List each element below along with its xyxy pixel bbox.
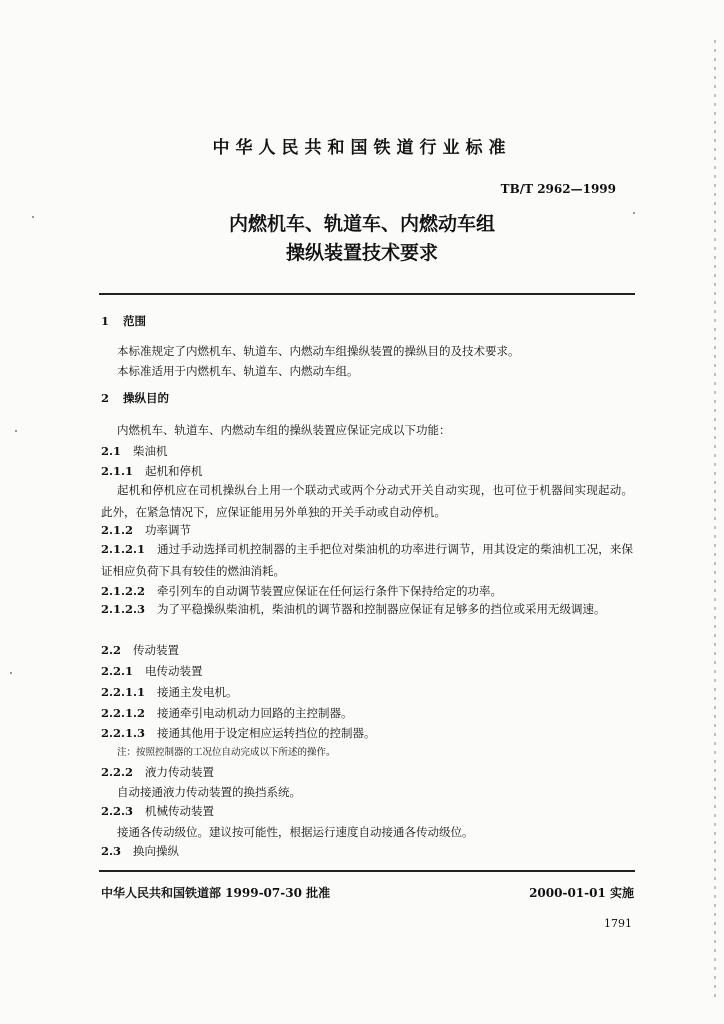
clause-2-2-1-2: 2.2.1.2 接通牵引电动机动力回路的主控制器。 [101, 706, 353, 720]
clause-2-1-1-text: 起机和停机应在司机操纵台上用一个联动式或两个分动式开关自动实现，也可位于机器间实现起动。此外，在紧急情况下，应保证能用另外单独的开关手动或自动停机。 [101, 483, 633, 519]
scan-speck [633, 212, 635, 214]
scan-edge-artifact [714, 40, 716, 1000]
clause-2-1-2-2: 2.1.2.2 牵引列车的自动调节装置应保证在任何运行条件下保持给定的功率。 [101, 584, 503, 598]
clause-2-2-1-heading: 2.2.1 电传动装置 [101, 664, 203, 678]
approval-line: 中华人民共和国铁道部 1999-07-30 批准 [101, 886, 331, 900]
header-divider [99, 293, 635, 295]
scan-speck [32, 216, 34, 218]
section-1-paragraph-2: 本标准适用于内燃机车、轨道车、内燃动车组。 [117, 364, 359, 378]
section-1-paragraph-1: 本标准规定了内燃机车、轨道车、内燃动车组操纵装置的操纵目的及技术要求。 [117, 344, 520, 358]
scan-speck [15, 430, 17, 432]
clause-2-1-2-3: 2.1.2.3 为了平稳操纵柴油机，柴油机的调节器和控制器应保证有足够多的挡位或采用无级调速。 [101, 602, 606, 616]
effective-date: 2000-01-01 实施 [529, 886, 634, 900]
document-title-line-2: 操纵装置技术要求 [285, 242, 438, 264]
clause-2-2-3-heading: 2.2.3 机械传动装置 [101, 804, 215, 818]
clause-2-2-1-3: 2.2.1.3 接通其他用于设定相应运转挡位的控制器。 [101, 726, 376, 740]
section-1-heading: 1 范围 [101, 314, 146, 328]
document-title-line-1: 内燃机车、轨道车、内燃动车组 [228, 213, 495, 235]
clause-2-1-2-heading: 2.1.2 功率调节 [101, 523, 192, 537]
clause-2-1-heading: 2.1 柴油机 [101, 444, 168, 458]
standard-category-header: 中华人民共和国铁道行业标准 [212, 138, 512, 158]
clause-2-2-3-text: 接通各传动级位。建议按可能性，根据运行速度自动接通各传动级位。 [117, 825, 474, 839]
clause-2-2-2-text: 自动接通液力传动装置的换挡系统。 [117, 785, 301, 799]
section-2-heading: 2 操纵目的 [101, 391, 169, 405]
clause-2-1-2-1: 2.1.2.1 通过手动选择司机控制器的主手把位对柴油机的功率进行调节，用其设定的柴油机工况，来保证相应负荷下具有较佳的燃油消耗。 [101, 542, 633, 578]
clause-2-2-2-heading: 2.2.2 液力传动装置 [101, 765, 215, 779]
clause-2-3-heading: 2.3 换向操纵 [101, 844, 180, 858]
clause-2-2-heading: 2.2 传动装置 [101, 643, 180, 657]
clause-2-1-1-heading: 2.1.1 起机和停机 [101, 464, 203, 478]
footer-divider [99, 870, 635, 872]
scan-speck [10, 672, 12, 674]
page-number: 1791 [604, 917, 632, 930]
clause-2-2-1-1: 2.2.1.1 接通主发电机。 [101, 685, 238, 699]
clause-2-2-1-note: 注：按照控制器的工况位自动完成以下所述的操作。 [117, 747, 336, 758]
standard-number: TB/T 2962—1999 [500, 182, 616, 196]
section-2-intro: 内燃机车、轨道车、内燃动车组的操纵装置应保证完成以下功能： [117, 423, 451, 437]
